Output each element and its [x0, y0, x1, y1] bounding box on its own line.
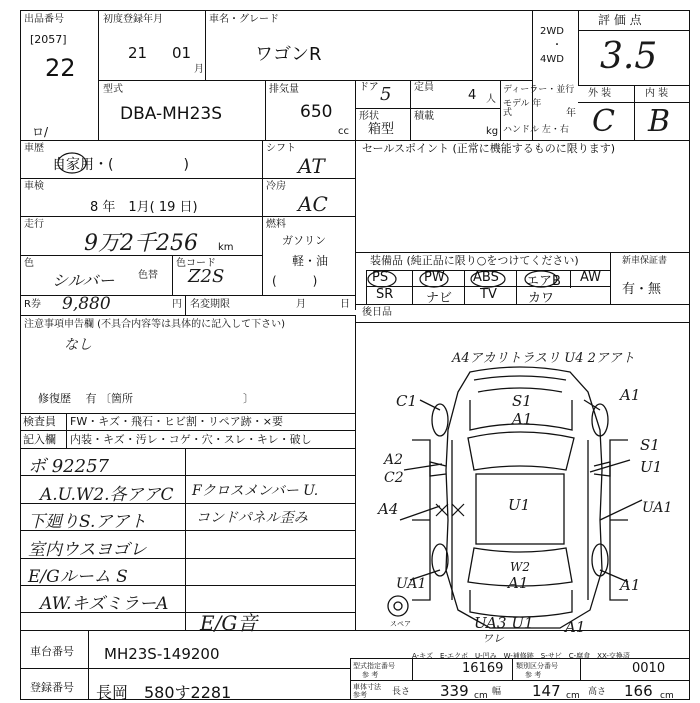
color-code-value: Z2S: [188, 266, 225, 287]
model-code-label: 型式指定番号: [353, 662, 395, 670]
equip-navi: ナビ: [426, 291, 453, 306]
recycle-value: 9,880: [62, 294, 111, 314]
diag-ua3: UA3 U1: [474, 614, 534, 632]
month-label: 月: [296, 299, 306, 310]
height-value: 166: [624, 682, 653, 700]
door-label: ドア: [359, 82, 379, 93]
type-value: DBA-MH23S: [120, 104, 223, 124]
diag-a1-rear-right: A1: [620, 576, 641, 594]
chassis-value: MH23S-149200: [104, 645, 220, 663]
diag-u1-right: U1: [640, 458, 663, 476]
color-value: シルバー: [52, 271, 115, 290]
shift-label: シフト: [266, 143, 296, 154]
exterior-grade: C: [592, 104, 615, 139]
repair-label: 修復歴 有 〔箇所 〕: [38, 392, 254, 405]
equip-airbag: エアB: [526, 274, 561, 289]
length-label: 長さ: [392, 687, 411, 697]
diag-s1-right: S1: [640, 436, 660, 454]
drive-dot: ・: [552, 40, 562, 51]
diag-a2: A2: [384, 452, 404, 468]
equip-leather: カワ: [528, 291, 555, 306]
model-code-value: 16169: [462, 661, 504, 676]
sales-label: セールスポイント (正常に機能するものに限ります): [362, 142, 616, 155]
diag-wa: ワレ: [482, 632, 504, 645]
diag-c2: C2: [384, 470, 404, 486]
shape-label: 形状: [359, 111, 379, 122]
fuel-label: 燃料: [266, 219, 286, 230]
diag-a1-rear: A1: [508, 574, 529, 592]
cm-unit-2: cm: [566, 691, 580, 701]
warranty-value: 有・無: [622, 282, 662, 297]
note-line8: コンドパネル歪み: [196, 510, 308, 526]
chassis-label: 車台番号: [30, 645, 74, 658]
score-label: 評 価 点: [598, 13, 642, 27]
drive-2wd: 2WD: [540, 26, 564, 37]
displacement-value: 650: [300, 102, 333, 122]
door-value: 5: [380, 84, 392, 105]
diag-w2: W2: [510, 560, 530, 574]
class-label: 類別区分番号: [516, 662, 558, 670]
load-label: 積載: [414, 111, 434, 122]
note-line2: A.U.W2.各アアC: [40, 485, 174, 505]
notes-label: 注意事項申告欄 (不具合内容等は具体的に記入して下さい): [24, 319, 285, 330]
displacement-label: 排気量: [269, 84, 299, 95]
diag-a1-bottom: A1: [565, 618, 586, 636]
diag-a4: A4: [378, 500, 399, 518]
fuel-value: ガソリン: [282, 234, 326, 247]
inspector-label: 検査員: [23, 415, 56, 428]
ref-label-1: 参 考: [362, 671, 379, 679]
reg-value: 長岡 580す2281: [96, 683, 232, 702]
length-value: 339: [440, 682, 469, 700]
inspection-label: 車検: [24, 181, 44, 192]
lot-number: 22: [45, 54, 76, 82]
interior-grade: B: [648, 104, 671, 139]
mileage-value: 9万2千256: [84, 231, 198, 256]
month-unit: 月: [194, 64, 204, 75]
note-line7: Fクロスメンバー U.: [192, 483, 319, 499]
day-label: 日: [340, 299, 350, 310]
capacity-value: 4: [468, 88, 477, 103]
width-value: 147: [532, 682, 561, 700]
note-line4: 室内ウスヨゴレ: [28, 540, 147, 560]
drive-4wd: 4WD: [540, 54, 564, 65]
kg-unit: kg: [486, 126, 499, 137]
size-label: 車体寸法 参考: [353, 683, 381, 699]
color-code-label: 色コード: [176, 258, 216, 269]
score-value: 3.5: [600, 36, 658, 77]
class-value: 0010: [632, 661, 666, 676]
note-line5: E/Gルーム S: [28, 567, 128, 587]
capacity-unit: 人: [486, 94, 496, 105]
cm-unit-3: cm: [660, 691, 674, 701]
lot-label: 出品番号: [24, 14, 64, 25]
entry-label: 記入欄: [23, 433, 56, 446]
diag-a1-right: A1: [620, 386, 641, 404]
model-year-label: モデル 年式: [503, 99, 542, 118]
first-reg-label: 初度登録年月: [103, 14, 163, 25]
lot-sub: [2057]: [30, 33, 67, 46]
type-mark: ロ/: [32, 125, 49, 139]
note-line3: 下廻りS.アアト: [28, 512, 147, 532]
shape-value: 箱型: [368, 122, 395, 137]
equip-aw: AW: [580, 270, 602, 285]
notes-value: なし: [64, 337, 92, 353]
ac-value: AC: [298, 192, 328, 216]
reg-year: 21: [128, 44, 148, 62]
type-label: 型式: [103, 84, 123, 95]
recycle-label: R券: [24, 299, 41, 310]
note-line9: E/G音: [200, 611, 258, 635]
reg-month: 01: [172, 44, 192, 62]
color-change-label: 色替: [138, 270, 158, 281]
warranty-label: 新車保証書: [622, 256, 668, 266]
shift-value: AT: [298, 154, 325, 178]
width-label: 幅: [492, 687, 502, 697]
legend: A-キズ E-エクボ U-凹み W-補修跡 S-サビ C-腐食 XX-交換済: [412, 652, 630, 660]
inspect-row2: 内装・キズ・汚レ・コゲ・穴・スレ・キレ・破し: [70, 433, 312, 446]
diag-ua1-left: UA1: [396, 576, 427, 592]
ac-label: 冷房: [266, 181, 286, 192]
year-unit: 年: [566, 108, 576, 119]
car-name: ワゴンR: [255, 44, 322, 65]
diag-ua1-right: UA1: [642, 500, 673, 516]
equip-label: 装備品 (純正品に限り○をつけてください): [370, 254, 579, 267]
mileage-label: 走行: [24, 219, 44, 230]
diag-s1: S1: [512, 392, 532, 410]
history-label: 車歴: [24, 143, 44, 154]
model-label: 車名・グレード: [209, 14, 279, 25]
diag-u1-center: U1: [508, 496, 531, 514]
diag-label-top: A4アカリトラスリ U4 2アアト: [452, 351, 635, 366]
cm-unit-1: cm: [474, 691, 488, 701]
equip-ps: PS: [372, 270, 389, 285]
km-unit: km: [218, 242, 234, 253]
cc-unit: cc: [338, 126, 349, 137]
equip-abs: ABS: [473, 270, 499, 285]
interior-label: 内 装: [645, 88, 669, 99]
note-line6: AW.キズミラーA: [40, 594, 169, 614]
spare-label: スペア: [390, 620, 411, 628]
fuel-paren: ( ): [272, 274, 318, 288]
inspection-value: 8 年 1月( 19 日): [90, 200, 198, 215]
color-label: 色: [24, 258, 34, 269]
inspect-row1: FW・キズ・飛石・ヒビ割・リペア跡・×要: [70, 415, 283, 428]
diag-c1: C1: [396, 392, 418, 410]
height-label: 高さ: [588, 687, 607, 697]
history-value: 自家用・( ): [52, 157, 189, 173]
exterior-label: 外 装: [588, 88, 612, 99]
reg-label: 登録番号: [30, 681, 74, 694]
dealer-label: ディーラー・並行: [503, 85, 575, 95]
name-change-label: 名変期限: [190, 299, 230, 310]
yen-unit: 円: [172, 299, 182, 310]
equip-tv: TV: [480, 287, 497, 302]
fuel-options: 軽・油: [292, 254, 329, 268]
capacity-label: 定員: [414, 82, 434, 93]
diag-a1-center: A1: [512, 410, 533, 428]
post-label: 後日品: [362, 307, 392, 318]
ref-label-2: 参 考: [525, 671, 542, 679]
equip-pw: PW: [424, 270, 445, 285]
handle-label: ハンドル 左・右: [503, 125, 569, 135]
equip-sr: SR: [376, 287, 394, 302]
note-line1: ボ 92257: [28, 456, 109, 477]
